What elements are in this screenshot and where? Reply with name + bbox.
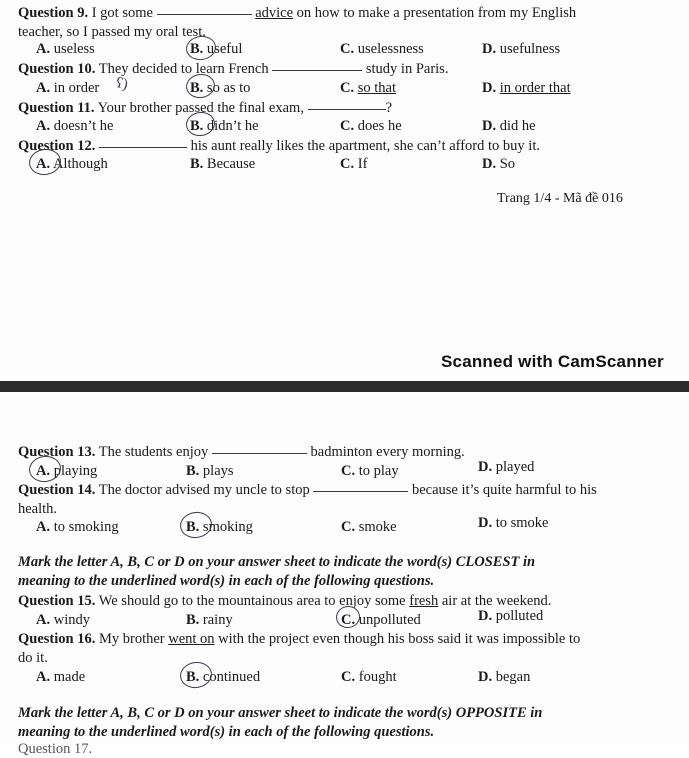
option-text: windy xyxy=(53,612,90,628)
option-text: rainy xyxy=(202,612,233,628)
option-text: in order xyxy=(53,80,100,96)
option-label: A. xyxy=(36,612,51,628)
option-text: So xyxy=(499,156,516,172)
option-text: doesn’t he xyxy=(53,118,114,134)
question-12-stem xyxy=(18,137,673,156)
option-label: B. xyxy=(186,612,200,628)
option-label: D. xyxy=(482,41,497,57)
option-label: D. xyxy=(478,669,493,685)
option-label: D. xyxy=(482,118,497,134)
option-label: A. xyxy=(36,519,51,535)
question-9-number: Question 9. xyxy=(18,5,89,21)
option-label: C. xyxy=(341,519,356,535)
option-text: useful xyxy=(206,41,243,57)
question-16-option-a[interactable] xyxy=(36,669,85,686)
question-11-option-b[interactable] xyxy=(190,118,259,135)
option-label: B. xyxy=(186,519,200,535)
option-label: D. xyxy=(478,515,493,531)
question-12-option-d[interactable] xyxy=(482,156,515,173)
option-text: playing xyxy=(53,463,98,479)
instruction-line-2: meaning to the underlined word(s) in each of the following questions. xyxy=(18,723,435,740)
option-text: does he xyxy=(357,118,402,134)
option-text: made xyxy=(53,669,86,685)
question-15-stem xyxy=(18,592,678,611)
option-text: unpolluted xyxy=(358,612,421,628)
option-label: A. xyxy=(36,669,51,685)
question-16-stem-part2: with the project even though his boss said it was impossible to xyxy=(214,631,581,647)
option-label: C. xyxy=(341,463,356,479)
page-footer: Trang 1/4 - Mã đề 016 xyxy=(497,191,623,206)
question-9-option-a[interactable] xyxy=(36,41,95,58)
option-label: A. xyxy=(36,80,51,96)
option-label: C. xyxy=(340,41,355,57)
question-9-stem xyxy=(18,4,673,23)
option-text: did he xyxy=(499,118,536,134)
question-13-stem-part2: badminton every morning. xyxy=(306,444,465,460)
question-9-stem-part1: I got some xyxy=(91,5,157,21)
option-label: C. xyxy=(340,156,355,172)
option-text: usefulness xyxy=(499,41,561,57)
question-11-blank xyxy=(308,109,386,110)
scan-separator-band xyxy=(0,381,689,392)
question-10-option-b[interactable] xyxy=(190,80,250,97)
option-text: so that xyxy=(357,80,396,96)
option-text: in order that xyxy=(499,80,571,96)
question-10-stem-part1: They decided to learn French xyxy=(98,61,273,77)
option-text: to smoking xyxy=(53,519,119,535)
question-16-stem xyxy=(18,630,683,649)
option-label: D. xyxy=(482,156,497,172)
option-text: useless xyxy=(53,41,95,57)
question-9-option-c[interactable] xyxy=(340,41,424,58)
question-16-number: Question 16. xyxy=(18,631,96,647)
question-13-option-c[interactable] xyxy=(341,463,399,480)
option-text: plays xyxy=(202,463,234,479)
option-text: smoking xyxy=(202,519,253,535)
option-text: Although xyxy=(52,156,108,172)
instruction-closest-meaning xyxy=(18,553,673,591)
option-label: A. xyxy=(36,118,51,134)
question-14-stem-part1: The doctor advised my uncle to stop xyxy=(98,482,314,498)
option-text: uselessness xyxy=(357,41,424,57)
question-13-stem-part1: The students enjoy xyxy=(98,444,212,460)
question-16-stem-part1: My brother xyxy=(98,631,169,647)
question-16-stem-line2: do it. xyxy=(18,650,48,666)
question-10-option-a[interactable] xyxy=(36,80,99,97)
option-text: so as to xyxy=(206,80,251,96)
question-11-stem xyxy=(18,99,673,118)
question-10-blank xyxy=(272,70,362,71)
question-16-underlined: went on xyxy=(168,631,215,647)
question-15-option-b[interactable] xyxy=(186,612,233,629)
option-text: smoke xyxy=(358,519,397,535)
question-15-option-a[interactable] xyxy=(36,612,90,629)
scan-bottom-half xyxy=(0,395,689,757)
option-label: C. xyxy=(340,118,355,134)
option-label: C. xyxy=(341,612,356,628)
option-label: B. xyxy=(190,156,204,172)
question-12-blank xyxy=(99,147,187,148)
option-label: D. xyxy=(482,80,497,96)
question-15-option-d[interactable] xyxy=(478,608,543,625)
question-14-stem-line2: health. xyxy=(18,501,58,517)
question-11-option-d[interactable] xyxy=(482,118,536,135)
question-11-stem-part1: Your brother passed the final exam, xyxy=(97,100,308,116)
option-label: D. xyxy=(478,459,493,475)
instruction-line-1: Mark the letter A, B, C or D on your answer sheet to indicate the word(s) CLOSEST in xyxy=(18,554,536,570)
question-10-number: Question 10. xyxy=(18,61,96,77)
question-14-number: Question 14. xyxy=(18,482,96,498)
question-10-stem-part2: study in Paris. xyxy=(362,61,449,77)
option-label: A. xyxy=(36,463,51,479)
question-14-option-d[interactable] xyxy=(478,515,549,532)
question-9-stem-part2: on how to make a presentation from my English xyxy=(293,5,577,21)
question-15-underlined: fresh xyxy=(409,593,439,609)
scan-top-half xyxy=(0,0,689,378)
question-14-option-b[interactable] xyxy=(186,519,253,536)
question-11-option-a[interactable] xyxy=(36,118,113,135)
option-label: B. xyxy=(186,463,200,479)
instruction-opposite-meaning xyxy=(18,704,678,742)
option-text: fought xyxy=(358,669,397,685)
question-13-stem xyxy=(18,443,673,462)
question-14-option-a[interactable] xyxy=(36,519,119,536)
question-15-stem-part2: air at the weekend. xyxy=(438,593,552,609)
question-14-blank xyxy=(313,491,408,492)
question-15-number: Question 15. xyxy=(18,593,96,609)
question-12-option-a[interactable] xyxy=(36,156,108,173)
question-11-option-c[interactable] xyxy=(340,118,402,135)
question-15-option-c[interactable] xyxy=(341,612,421,629)
question-16-option-b[interactable] xyxy=(186,669,260,686)
question-11-number: Question 11. xyxy=(18,100,95,116)
question-9-option-b[interactable] xyxy=(190,41,242,58)
option-text: continued xyxy=(202,669,261,685)
question-10-option-c[interactable] xyxy=(340,80,396,97)
option-label: B. xyxy=(190,118,204,134)
question-13-option-a[interactable] xyxy=(36,463,97,480)
option-text: If xyxy=(357,156,368,172)
question-13-option-b[interactable] xyxy=(186,463,234,480)
option-text: to smoke xyxy=(495,515,549,531)
option-label: D. xyxy=(478,608,493,624)
question-16-option-d[interactable] xyxy=(478,669,530,686)
question-9-underlined: advice xyxy=(255,5,294,21)
question-9-option-d[interactable] xyxy=(482,41,560,58)
question-15-stem-part1: We should go to the mountainous area to enjoy some xyxy=(98,593,410,609)
question-14-stem xyxy=(18,481,678,500)
instruction-line-2: meaning to the underlined word(s) in each of the following questions. xyxy=(18,572,435,589)
option-label: C. xyxy=(341,669,356,685)
question-12-option-c[interactable] xyxy=(340,156,367,173)
option-text: played xyxy=(495,459,535,475)
question-11-stem-part2: ? xyxy=(385,100,393,116)
camscanner-watermark: Scanned with CamScanner xyxy=(441,352,664,371)
option-label: B. xyxy=(190,80,204,96)
question-13-blank xyxy=(212,453,307,454)
question-12-number: Question 12. xyxy=(18,138,96,154)
question-13-option-d[interactable] xyxy=(478,459,534,476)
instruction-line-1: Mark the letter A, B, C or D on your answer sheet to indicate the word(s) OPPOSITE in xyxy=(18,705,543,721)
option-label: B. xyxy=(190,41,204,57)
option-label: B. xyxy=(186,669,200,685)
option-text: to play xyxy=(358,463,399,479)
option-text: Because xyxy=(206,156,256,172)
question-17-cutoff: Question 17. xyxy=(18,741,93,757)
question-12-stem-part2: his aunt really likes the apartment, she can’t afford to buy it. xyxy=(186,138,540,154)
question-10-option-d[interactable] xyxy=(482,80,571,97)
option-text: polluted xyxy=(495,608,544,624)
option-label: A. xyxy=(36,41,51,57)
question-16-option-c[interactable] xyxy=(341,669,397,686)
question-14-stem-part2: because it’s quite harmful to his xyxy=(408,482,597,498)
question-9-blank xyxy=(157,14,252,15)
question-14-option-c[interactable] xyxy=(341,519,397,536)
question-13-number: Question 13. xyxy=(18,444,96,460)
option-text: began xyxy=(495,669,531,685)
pen-mark-q10: ʕ) xyxy=(114,74,130,94)
question-9-stem-line2: teacher, so I passed my oral test. xyxy=(18,24,206,40)
option-label: C. xyxy=(340,80,355,96)
option-label: A. xyxy=(36,156,51,172)
option-text: didn’t he xyxy=(206,118,259,134)
question-10-stem xyxy=(18,60,673,79)
question-12-option-b[interactable] xyxy=(190,156,255,173)
